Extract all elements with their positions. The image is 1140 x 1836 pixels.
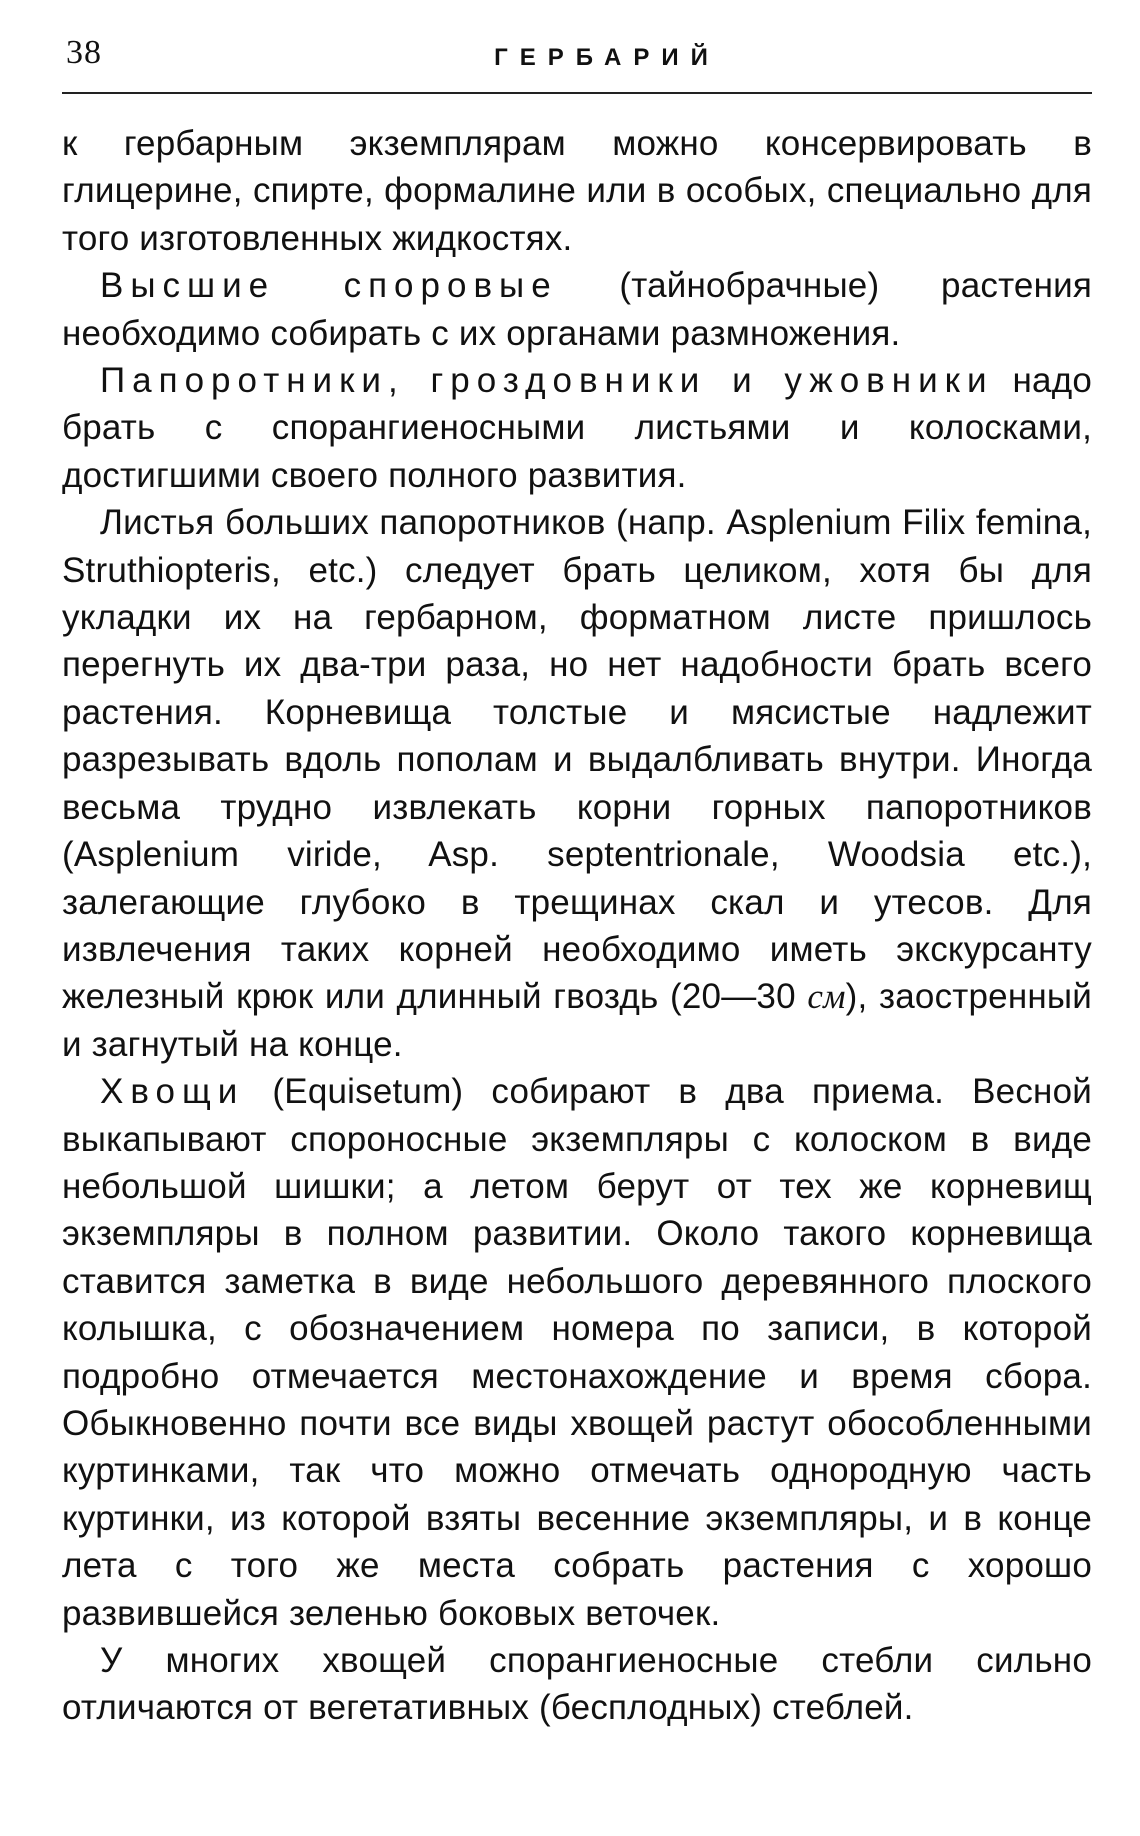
book-page xyxy=(62,30,1092,1732)
paragraph-3-rest: надо брать с спорангиеносными листьями и колосками, достигшими своего полного развития. xyxy=(62,361,1092,495)
paragraph-6: У многих хвощей спорангиеносные стебли сильно отличаются от вегетативных (бесплодных) стеблей. xyxy=(62,1641,1092,1728)
paragraph-2 xyxy=(62,262,1092,357)
paragraph-3 xyxy=(62,357,1092,499)
paragraph-2-lead: Высшие споровые xyxy=(100,266,558,306)
page-number: 38 xyxy=(66,34,102,71)
body-text xyxy=(62,120,1092,1732)
paragraph-3-lead: Папоротники, гроздовники и ужовники xyxy=(100,361,994,401)
page-header xyxy=(62,30,1092,82)
header-rule xyxy=(62,92,1092,94)
paragraph-4-part2: ), заостренный и загнутый на конце. xyxy=(62,977,1092,1064)
paragraph-5-lead: Хвощи xyxy=(100,1072,245,1112)
paragraph-4-part1: Листья больших папоротников (напр. Asplenium Filix femina, Struthiopteris, etc.) следует брать целиком, хотя бы для укладки их на гербарном, форматном листе пришлось перегнуть их два-три раза, но нет надобности брать всего растения. Корневища толстые и мясистые надлежит разрезывать вдоль пополам и выдалбливать внутри. Иногда весьма трудно извлекать корни горных папоротников (Asplenium viride, Asp. septentrionale, Woodsia etc.), залегающие глубоко в трещинах скал и утесов. Для извлечения таких корней необходимо иметь экскурсанту железный крюк или длинный гвоздь (20—30 xyxy=(62,503,1092,1017)
running-title: ГЕРБАРИЙ xyxy=(494,44,720,71)
paragraph-5-rest: (Equisetum) собирают в два приема. Весной выкапывают спороносные экземпляры с колоском в виде небольшой шишки; а летом берут от тех же корневищ экземпляры в полном развитии. Около такого корневища ставится заметка в виде небольшого деревянного плоского колышка, с обозначением номера по записи, в которой подробно отмечается местонахождение и время сбора. Обыкновенно почти все виды хвощей растут обособленными куртинками, так что можно отмечать однородную часть куртинки, из которой взяты весенние экземпляры, и в конце лета с того же места собрать растения с хорошо развившейся зеленью боковых веточек. xyxy=(62,1072,1092,1633)
paragraph-1: к гербарным экземплярам можно консервировать в глицерине, спирте, формалине или в особых, специально для того изготовленных жидкостях. xyxy=(62,124,1092,258)
paragraph-5 xyxy=(62,1068,1092,1637)
paragraph-4 xyxy=(62,499,1092,1068)
paragraph-4-unit: см xyxy=(807,977,846,1017)
paragraph-2-rest: (тайнобрачные) растения необходимо собирать с их органами размножения. xyxy=(62,266,1092,353)
